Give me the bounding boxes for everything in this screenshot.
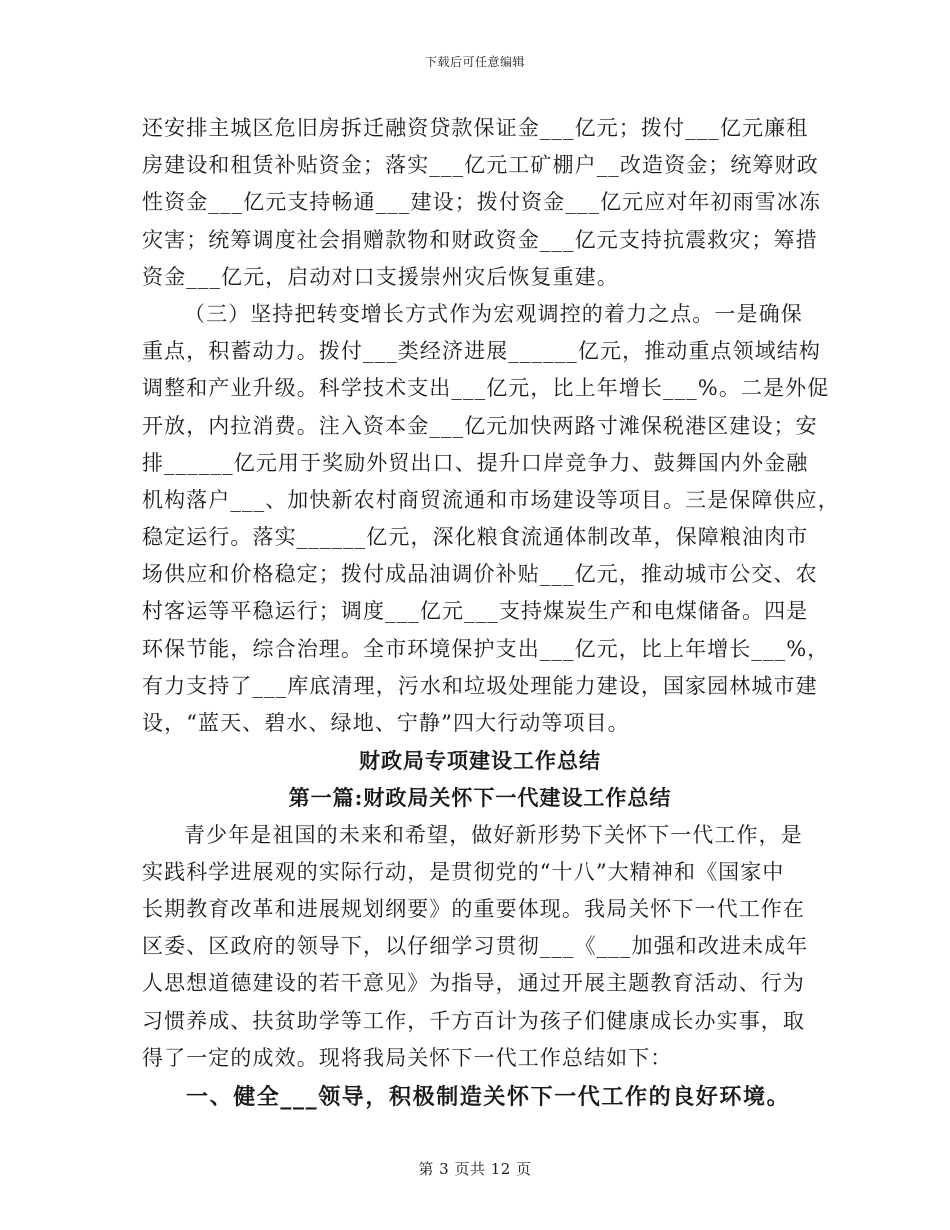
paragraph-line: 实践科学进展观的实际行动，是贯彻党的“十八”大精神和《国家中: [142, 859, 785, 884]
paragraph-line: 设，“蓝天、碧水、绿地、宁静”四大行动等项目。: [142, 711, 630, 735]
paragraph-line: 环保节能，综合治理。全市环境保护支出___亿元，比上年增长___%，: [142, 636, 830, 661]
paragraph-line: 习惯养成、扶贫助学等工作，千方百计为孩子们健康成长办实事，取: [142, 1008, 805, 1033]
paragraph-line: 资金___亿元，启动对口支援崇州灾后恢复重建。: [142, 264, 619, 289]
paragraph-line: 青少年是祖国的未来和希望，做好新形势下关怀下一代工作，是: [184, 822, 803, 847]
paragraph-line: （三）坚持把转变增长方式作为宏观调控的着力之点。一是确保: [184, 301, 803, 326]
page-header: 下载后可任意编辑: [424, 55, 525, 69]
chapter-title: 第一篇:财政局关怀下一代建设工作总结: [288, 785, 672, 811]
section-heading: 一、健全___领导，积极制造关怀下一代工作的良好环境。: [186, 1083, 791, 1110]
paragraph-line: 区委、区政府的领导下，以仔细学习贯彻___《___加强和改进未成年: [142, 934, 809, 959]
paragraph-line: 机构落户___、加快新农村商贸流通和市场建设等项目。三是保障供应，: [142, 487, 840, 512]
paragraph-line: 村客运等平稳运行；调度___亿元___支持煤炭生产和电煤储备。四是: [142, 599, 809, 624]
paragraph-line: 灾害；统筹调度社会捐赠款物和财政资金___亿元支持抗震救灾；筹措: [142, 227, 818, 252]
paragraph-line: 调整和产业升级。科学技术支出___亿元，比上年增长___%。二是外促: [142, 376, 830, 401]
paragraph-line: 性资金___亿元支持畅通___建设；拨付资金___亿元应对年初雨雪冰冻: [142, 190, 821, 215]
paragraph-line: 开放，内拉消费。注入资本金___亿元加快两路寸滩保税港区建设；安: [142, 413, 818, 438]
paragraph-line: 重点，积蓄动力。拨付___类经济进展______亿元，推动重点领域结构: [142, 339, 821, 364]
document-title: 财政局专项建设工作总结: [359, 748, 601, 774]
paragraph-line: 场供应和价格稳定；拨付成品油调价补贴___亿元，推动城市公交、农: [142, 562, 818, 587]
document-body: [142, 110, 840, 1117]
paragraph-line: 长期教育改革和进展规划纲要》的重要体现。我局关怀下一代工作在: [142, 896, 805, 921]
paragraph-line: 得了一定的成效。现将我局关怀下一代工作总结如下：: [142, 1045, 673, 1070]
paragraph-line: 还安排主城区危旧房拆迁融资贷款保证金___亿元；拨付___亿元廉租: [142, 116, 809, 140]
paragraph-line: 房建设和租赁补贴资金；落实___亿元工矿棚户__改造资金；统筹财政: [142, 153, 819, 178]
paragraph-line: 有力支持了___库底清理，污水和垃圾处理能力建设，国家园林城市建: [142, 673, 818, 698]
paragraph-line: 稳定运行。落实______亿元，深化粮食流通体制改革，保障粮油肉市: [142, 525, 809, 550]
page-footer: 第 3 页共 12 页: [418, 1160, 532, 1178]
paragraph-line: 人思想道德建设的若干意见》为指导，通过开展主题教育活动、行为: [142, 971, 805, 996]
paragraph-line: 排______亿元用于奖励外贸出口、提升口岸竞争力、鼓舞国内外金融: [142, 450, 809, 475]
